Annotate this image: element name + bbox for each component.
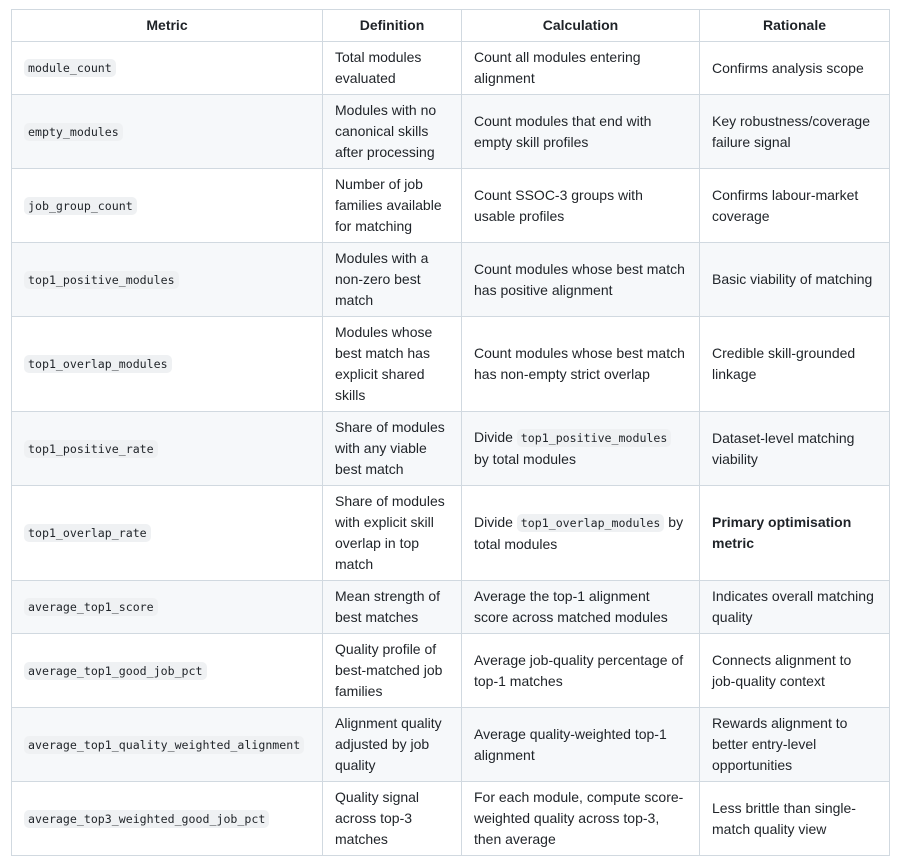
rationale-cell: Less brittle than single-match quality view <box>700 782 890 856</box>
definition-cell: Modules with a non-zero best match <box>323 243 462 317</box>
definition-cell: Share of modules with any viable best match <box>323 412 462 486</box>
metric-cell <box>12 782 323 856</box>
metric-cell <box>12 95 323 169</box>
calculation-text: Count modules whose best match has positive alignment <box>474 260 685 298</box>
metric-code: top1_positive_rate <box>24 440 158 458</box>
table-row <box>12 708 890 782</box>
calculation-text: Average quality-weighted top-1 alignment <box>474 725 667 763</box>
calculation-cell <box>462 581 700 634</box>
calculation-code: top1_positive_modules <box>517 429 672 447</box>
calculation-text: Average job-quality percentage of top-1 matches <box>474 651 684 689</box>
metric-code: top1_overlap_modules <box>24 355 172 373</box>
calculation-text: Count SSOC-3 groups with usable profiles <box>474 186 643 224</box>
metric-code: top1_positive_modules <box>24 271 179 289</box>
calculation-text: For each module, compute score-weighted quality across top-3, then average <box>474 789 684 847</box>
header-calculation: Calculation <box>462 10 700 42</box>
rationale-cell: Primary optimisation metric <box>700 486 890 581</box>
header-definition: Definition <box>323 10 462 42</box>
calculation-cell <box>462 95 700 169</box>
definition-cell: Number of job families available for matching <box>323 169 462 243</box>
metrics-table-container <box>11 9 890 856</box>
table-row <box>12 243 890 317</box>
header-metric: Metric <box>12 10 323 42</box>
calculation-cell <box>462 782 700 856</box>
calculation-text: Divide <box>474 429 517 445</box>
metric-cell <box>12 581 323 634</box>
calculation-text: Count all modules entering alignment <box>474 49 641 86</box>
metric-code: average_top1_score <box>24 598 158 616</box>
calculation-text-suffix: by total modules <box>474 451 576 467</box>
metric-cell <box>12 708 323 782</box>
table-row <box>12 581 890 634</box>
rationale-cell: Credible skill-grounded linkage <box>700 317 890 412</box>
calculation-text-suffix: by total modules <box>474 513 684 552</box>
calculation-text: Average the top-1 alignment score across matched modules <box>474 588 668 625</box>
rationale-cell: Confirms analysis scope <box>700 42 890 95</box>
table-row <box>12 486 890 581</box>
calculation-text: Divide <box>474 513 517 530</box>
metric-cell <box>12 317 323 412</box>
rationale-cell: Basic viability of matching <box>700 243 890 317</box>
metric-cell <box>12 412 323 486</box>
definition-cell: Modules whose best match has explicit shared skills <box>323 317 462 412</box>
calculation-text: Count modules whose best match has non-empty strict overlap <box>474 345 685 382</box>
metric-code: module_count <box>24 59 116 77</box>
calculation-cell <box>462 317 700 412</box>
header-rationale: Rationale <box>700 10 890 42</box>
definition-cell: Share of modules with explicit skill overlap in top match <box>323 486 462 581</box>
metric-cell <box>12 486 323 581</box>
table-row <box>12 317 890 412</box>
metric-code: average_top1_good_job_pct <box>24 662 207 680</box>
definition-cell: Quality profile of best-matched job families <box>323 634 462 708</box>
rationale-cell: Indicates overall matching quality <box>700 581 890 634</box>
table-row <box>12 169 890 243</box>
calculation-cell <box>462 486 700 581</box>
metric-code: job_group_count <box>24 197 137 215</box>
table-row <box>12 42 890 95</box>
metric-cell <box>12 169 323 243</box>
table-row <box>12 782 890 856</box>
rationale-cell: Rewards alignment to better entry-level opportunities <box>700 708 890 782</box>
metric-cell <box>12 42 323 95</box>
rationale-cell: Dataset-level matching viability <box>700 412 890 486</box>
calculation-cell <box>462 634 700 708</box>
rationale-cell: Key robustness/coverage failure signal <box>700 95 890 169</box>
metric-code: empty_modules <box>24 123 123 141</box>
calculation-cell <box>462 708 700 782</box>
definition-cell: Mean strength of best matches <box>323 581 462 634</box>
calculation-text: Count modules that end with empty skill profiles <box>474 112 652 150</box>
rationale-cell: Confirms labour-market coverage <box>700 169 890 243</box>
definition-cell: Alignment quality adjusted by job quality <box>323 708 462 782</box>
metric-cell <box>12 634 323 708</box>
calculation-cell <box>462 412 700 486</box>
table-row <box>12 412 890 486</box>
metric-code: average_top1_quality_weighted_alignment <box>24 736 304 754</box>
table-row <box>12 95 890 169</box>
table-row <box>12 634 890 708</box>
definition-cell: Quality signal across top-3 matches <box>323 782 462 856</box>
metric-code: average_top3_weighted_good_job_pct <box>24 810 269 828</box>
definition-cell: Total modules evaluated <box>323 42 462 95</box>
calculation-cell <box>462 42 700 95</box>
metric-code: top1_overlap_rate <box>24 524 151 542</box>
calculation-cell <box>462 169 700 243</box>
metric-cell <box>12 243 323 317</box>
definition-cell: Modules with no canonical skills after processing <box>323 95 462 169</box>
rationale-cell: Connects alignment to job-quality context <box>700 634 890 708</box>
metrics-table <box>11 9 890 856</box>
calculation-code: top1_overlap_modules <box>517 514 665 532</box>
calculation-cell <box>462 243 700 317</box>
table-header-row <box>12 10 890 42</box>
